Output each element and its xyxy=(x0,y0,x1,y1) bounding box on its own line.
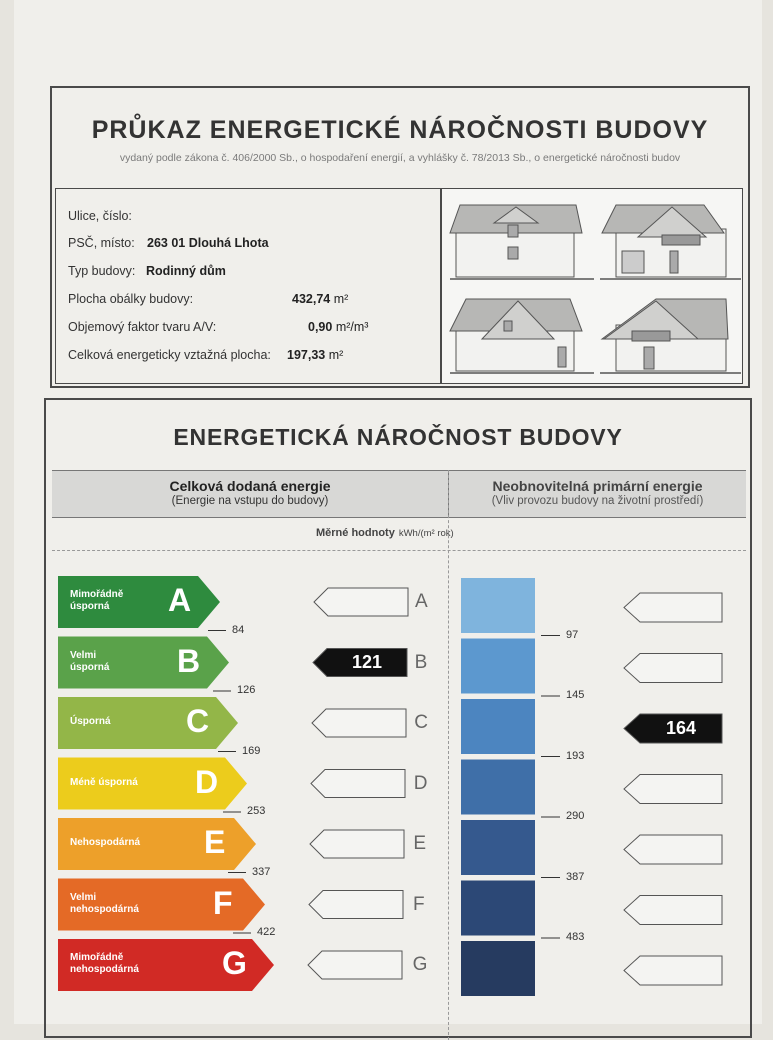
primary-threshold-4: 387 xyxy=(566,870,585,883)
primary-marker-d xyxy=(624,775,722,804)
delivered-marker-e xyxy=(310,830,404,858)
delivered-energy-subtitle: (Energie na vstupu do budovy) xyxy=(171,495,329,507)
delivered-threshold-1: 126 xyxy=(237,684,256,696)
band-label-c: Úsporná xyxy=(70,716,111,727)
delivered-energy-value: 121 xyxy=(351,651,383,672)
band-label-e: Nehospodárná xyxy=(70,837,141,848)
primary-threshold-1: 145 xyxy=(566,689,585,701)
primary-scale-segment-g xyxy=(461,941,535,996)
band-letter-e: E xyxy=(204,824,226,860)
primary-scale-segment-a xyxy=(461,578,535,633)
primary-marker-g xyxy=(624,956,722,985)
envelope-area-label: Plocha obálky budovy: xyxy=(68,292,194,306)
psc-label: PSČ, místo: xyxy=(68,236,135,250)
delivered-marker-a xyxy=(314,588,408,616)
envelope-area-value: 432,74 m² xyxy=(292,292,349,306)
primary-energy-title: Neobnovitelná primární energie xyxy=(492,478,703,494)
building-type-value: Rodinný dům xyxy=(146,264,226,278)
band-label2-a: úsporná xyxy=(70,601,110,612)
delivered-energy-title: Celková dodaná energie xyxy=(169,478,331,494)
primary-scale-segment-b xyxy=(461,639,535,694)
scale-letter-e: E xyxy=(413,833,427,854)
delivered-marker-d xyxy=(311,770,405,798)
specific-values-label: Měrné hodnoty kWh/(m² rok) xyxy=(316,527,454,539)
delivered-threshold-2: 169 xyxy=(242,744,261,757)
shape-factor-label: Objemový faktor tvaru A/V: xyxy=(68,320,217,334)
primary-marker-e xyxy=(624,835,722,864)
floor-area-label: Celková energeticky vztažná plocha: xyxy=(68,348,271,362)
scale-letter-b: B xyxy=(414,651,428,673)
band-label-a: Mimořádně xyxy=(70,589,124,600)
delivered-threshold-3: 253 xyxy=(247,805,266,817)
band-label-g: Mimořádně xyxy=(70,952,124,963)
band-letter-a: A xyxy=(168,582,192,618)
primary-threshold-2: 193 xyxy=(566,749,585,762)
band-label-f: Velmi xyxy=(70,891,97,903)
delivered-threshold-0: 84 xyxy=(232,623,245,636)
certificate-subtitle: vydaný podle zákona č. 406/2000 Sb., o hospodaření energií, a vyhlášky č. 78/2013 Sb., o energetické náročnosti budov xyxy=(119,152,681,164)
primary-threshold-0: 97 xyxy=(566,628,579,641)
delivered-marker-c xyxy=(312,709,406,737)
primary-scale-segment-e xyxy=(461,820,535,875)
delivered-threshold-5: 422 xyxy=(257,926,276,938)
primary-threshold-3: 290 xyxy=(566,810,585,822)
scale-letter-a: A xyxy=(415,591,428,612)
floor-area-value: 197,33 m² xyxy=(287,348,344,362)
primary-scale-segment-f xyxy=(461,881,535,936)
band-letter-c: C xyxy=(186,703,210,739)
scale-letter-c: C xyxy=(414,712,428,733)
certificate-title: PRŮKAZ ENERGETICKÉ NÁROČNOSTI BUDOVY xyxy=(91,116,709,144)
psc-value: 263 01 Dlouhá Lhota xyxy=(147,236,269,250)
building-type-label: Typ budovy: xyxy=(68,264,136,278)
band-label2-g: nehospodárná xyxy=(70,964,139,975)
primary-marker-b xyxy=(624,654,722,683)
scale-letter-d: D xyxy=(413,772,428,794)
band-letter-g: G xyxy=(222,945,247,981)
primary-marker-a xyxy=(624,593,722,622)
delivered-marker-f xyxy=(309,891,403,919)
scale-letter-g: G xyxy=(412,954,428,975)
band-letter-b: B xyxy=(177,642,201,679)
primary-energy-value: 164 xyxy=(665,718,697,738)
specific-values-unit: kWh/(m² rok) xyxy=(398,528,454,539)
band-letter-d: D xyxy=(195,763,219,800)
band-label-b: Velmi xyxy=(70,649,97,661)
primary-scale-segment-c xyxy=(461,699,535,754)
band-letter-f: F xyxy=(213,884,233,921)
primary-threshold-5: 483 xyxy=(566,931,585,943)
street-label: Ulice, číslo: xyxy=(68,209,132,223)
primary-scale-segment-d xyxy=(461,760,535,815)
band-label2-f: nehospodárná xyxy=(70,903,139,915)
primary-marker-f xyxy=(624,896,722,925)
primary-energy-subtitle: (Vliv provozu budovy na životní prostředí) xyxy=(491,495,704,507)
band-label2-b: úsporná xyxy=(70,661,110,673)
scale-letter-f: F xyxy=(413,893,425,915)
band-label-d: Méně úsporná xyxy=(70,776,138,788)
energy-section-title: ENERGETICKÁ NÁROČNOST BUDOVY xyxy=(173,424,623,450)
delivered-marker-g xyxy=(308,951,402,979)
shape-factor-value: 0,90 m²/m³ xyxy=(308,320,369,334)
delivered-threshold-4: 337 xyxy=(252,865,271,878)
